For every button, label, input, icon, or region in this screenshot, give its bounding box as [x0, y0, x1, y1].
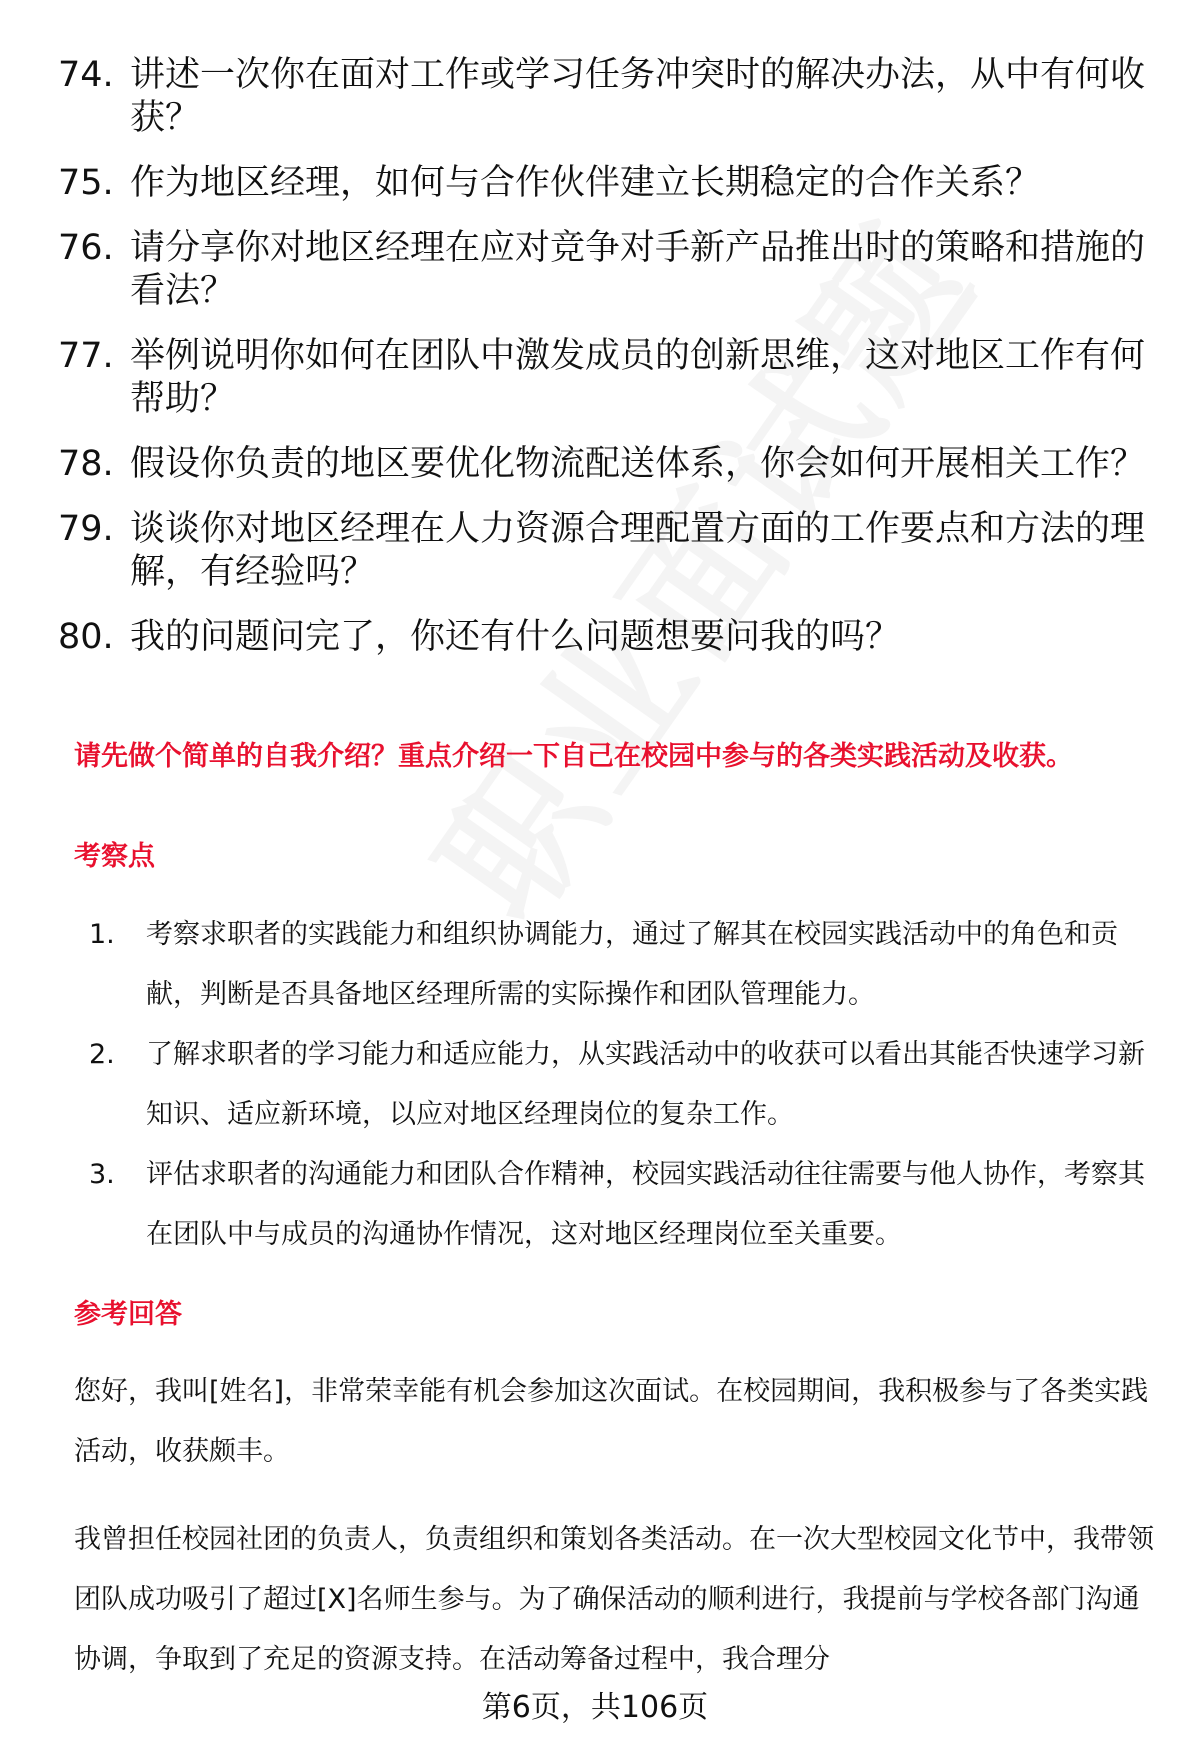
question-item: [58, 508, 1158, 594]
question-text: 假设你负责的地区要优化物流配送体系，你会如何开展相关工作？: [130, 444, 1146, 484]
point-number: 2.: [89, 1039, 115, 1070]
question-text: 作为地区经理，如何与合作伙伴建立长期稳定的合作关系？: [130, 163, 1041, 203]
assessment-point: [74, 1025, 1164, 1145]
point-number: 1.: [89, 919, 115, 950]
question-text: 请分享你对地区经理在应对竞争对手新产品推出时的策略和措施的看法？: [130, 228, 1146, 311]
question-item: [58, 54, 1158, 140]
question-text: 讲述一次你在面对工作或学习任务冲突时的解决办法，从中有何收获？: [130, 55, 1146, 138]
answer-paragraph-2: [74, 1510, 1164, 1690]
point-text: 考察求职者的实践能力和组织协调能力，通过了解其在校园实践活动中的角色和贡献，判断是否具备地区经理所需的实际操作和团队管理能力。: [146, 919, 1118, 1010]
answer-heading: 参考回答: [74, 1299, 182, 1330]
assessment-heading: 考察点: [74, 841, 155, 872]
answer-paragraph-1: [74, 1362, 1164, 1482]
question-text: 谈谈你对地区经理在人力资源合理配置方面的工作要点和方法的理解，有经验吗？: [130, 509, 1146, 592]
assessment-heading-section: [74, 838, 1164, 875]
question-text: 我的问题问完了，你还有什么问题想要问我的吗？: [130, 617, 901, 657]
featured-question: 请先做个简单的自我介绍？重点介绍一下自己在校园中参与的各类实践活动及收获。: [74, 741, 1073, 772]
question-number: 80.: [58, 617, 114, 657]
question-number: 79.: [58, 509, 114, 549]
question-text: 举例说明你如何在团队中激发成员的创新思维，这对地区工作有何帮助？: [130, 336, 1146, 419]
question-item: [58, 227, 1158, 313]
question-list: [58, 54, 1158, 681]
assessment-point: [74, 905, 1164, 1025]
question-number: 75.: [58, 163, 114, 203]
question-number: 78.: [58, 444, 114, 484]
point-text: 了解求职者的学习能力和适应能力，从实践活动中的收获可以看出其能否快速学习新知识、适应新环境，以应对地区经理岗位的复杂工作。: [146, 1039, 1145, 1130]
question-item: [58, 616, 1158, 659]
answer-heading-section: [74, 1296, 1164, 1333]
question-item: [58, 162, 1158, 205]
question-item: [58, 443, 1158, 486]
answer-paragraph: 您好，我叫[姓名]，非常荣幸能有机会参加这次面试。在校园期间，我积极参与了各类实践活动，收获颇丰。: [74, 1376, 1149, 1467]
page-footer: 第6页，共106页: [481, 1690, 709, 1725]
question-number: 77.: [58, 336, 114, 376]
question-number: 76.: [58, 228, 114, 268]
point-text: 评估求职者的沟通能力和团队合作精神，校园实践活动往往需要与他人协作，考察其在团队中与成员的沟通协作情况，这对地区经理岗位至关重要。: [146, 1159, 1145, 1250]
assessment-point: [74, 1145, 1164, 1265]
question-item: [58, 335, 1158, 421]
answer-paragraph: 我曾担任校园社团的负责人，负责组织和策划各类活动。在一次大型校园文化节中，我带领团队成功吸引了超过[X]名师生参与。为了确保活动的顺利进行，我提前与学校各部门沟通协调，争取到了充足的资源支持。在活动筹备过程中，我合理分: [74, 1524, 1154, 1675]
featured-question-section: [74, 738, 1164, 775]
assessment-points: [74, 905, 1164, 1265]
point-number: 3.: [89, 1159, 115, 1190]
question-number: 74.: [58, 55, 114, 95]
